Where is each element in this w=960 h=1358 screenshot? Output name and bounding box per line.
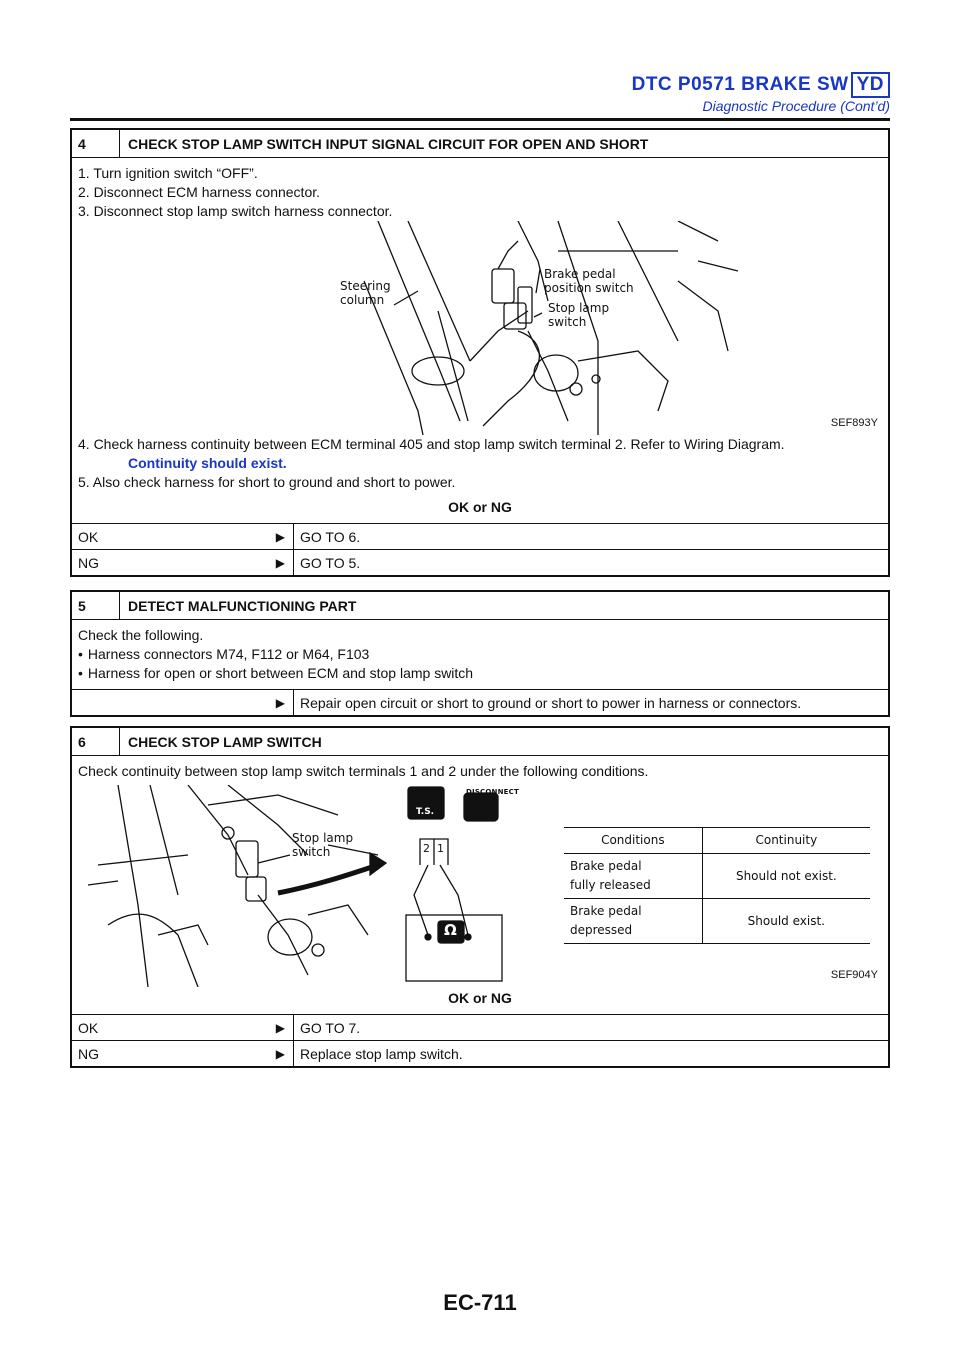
terminal-1-label: 1 — [437, 842, 444, 855]
column-header: Conditions — [564, 828, 702, 854]
result-label: NG — [78, 554, 99, 571]
result-label: OK — [78, 1019, 99, 1036]
step-4-title-row — [72, 130, 888, 157]
table-row — [564, 899, 870, 944]
result-row-ng — [72, 549, 888, 575]
steering-column-figure — [78, 221, 882, 435]
condition-cell: Brake pedal fully released — [564, 854, 702, 899]
section-title — [632, 72, 890, 98]
figure-code: SEF904Y — [830, 969, 878, 981]
step-6-body-row — [72, 755, 888, 1014]
stop-lamp-switch-label: Stop lamp switch — [292, 831, 354, 859]
step-4-box — [70, 128, 890, 577]
continuity-cell: Should exist. — [702, 899, 870, 944]
brake-pedal-switch-label: Brake pedal position switch — [544, 267, 634, 295]
header-rule — [70, 118, 890, 121]
result-action: Repair open circuit or short to ground or short to power in harness or connectors. — [300, 694, 802, 711]
section-subtitle: Diagnostic Procedure (Cont’d) — [702, 98, 890, 114]
step-5-title-row — [72, 592, 888, 619]
ok-or-ng-label: OK or NG — [448, 990, 512, 1006]
instruction-line: 2. Disconnect ECM harness connector. — [78, 184, 321, 200]
play-arrow-icon: ▶ — [275, 1046, 285, 1061]
step-title: CHECK STOP LAMP SWITCH — [128, 733, 322, 750]
disconnect-label: DISCONNECT — [466, 788, 519, 796]
ts-label: T.S. — [416, 807, 435, 817]
result-action: GO TO 5. — [300, 554, 361, 571]
step-4-body — [72, 158, 888, 523]
figure-code: SEF893Y — [830, 417, 878, 429]
result-row-ok — [72, 523, 888, 549]
stop-lamp-switch-figure — [78, 785, 882, 987]
step-6-box — [70, 726, 890, 1068]
step-6-title-row — [72, 728, 888, 755]
stop-lamp-switch-label: Stop lamp switch — [548, 301, 610, 329]
result-action: Replace stop lamp switch. — [300, 1045, 463, 1062]
result-row-ok — [72, 1014, 888, 1040]
instruction-line: 4. Check harness continuity between ECM terminal 405 and stop lamp switch terminal 2. Refer to Wiring Diagram. — [78, 436, 785, 452]
bullet-item: • Harness for open or short between ECM and stop lamp switch — [78, 664, 882, 683]
step-title: DETECT MALFUNCTIONING PART — [128, 597, 357, 614]
column-header: Continuity — [702, 828, 870, 854]
steering-column-label: Steering column — [340, 279, 391, 307]
step-title: CHECK STOP LAMP SWITCH INPUT SIGNAL CIRCUIT FOR OPEN AND SHORT — [128, 135, 649, 152]
title-text: DTC P0571 BRAKE SW — [631, 74, 849, 95]
conditions-table — [564, 827, 870, 944]
play-arrow-icon: ▶ — [275, 555, 285, 570]
instruction-line: Check continuity between stop lamp switch terminals 1 and 2 under the following conditions. — [78, 763, 649, 779]
instruction-line: 5. Also check harness for short to ground and short to power. — [78, 474, 456, 490]
condition-cell: Brake pedal depressed — [564, 899, 702, 944]
step-6-body — [72, 756, 888, 1014]
result-label: NG — [78, 1045, 99, 1062]
table-row — [564, 854, 870, 899]
engine-badge: YD — [851, 72, 890, 98]
continuity-note: Continuity should exist. — [128, 455, 287, 471]
step-4-body-row — [72, 157, 888, 523]
steering-column-illustration — [78, 221, 886, 435]
result-action: GO TO 6. — [300, 528, 361, 545]
table-header-row — [564, 828, 870, 854]
ok-or-ng-label: OK or NG — [448, 499, 512, 515]
terminal-2-label: 2 — [423, 842, 430, 855]
result-action: GO TO 7. — [300, 1019, 361, 1036]
result-row — [72, 689, 888, 715]
step-number: 6 — [72, 728, 120, 755]
step-5-body — [72, 620, 888, 689]
step-5-box — [70, 590, 890, 717]
instruction-line: Check the following. — [78, 627, 204, 643]
play-arrow-icon: ▶ — [275, 695, 285, 710]
step-number: 5 — [72, 592, 120, 619]
play-arrow-icon: ▶ — [275, 1020, 285, 1035]
ohm-icon: Ω — [444, 921, 457, 939]
instruction-line: 3. Disconnect stop lamp switch harness connector. — [78, 203, 393, 219]
result-label: OK — [78, 528, 99, 545]
play-arrow-icon: ▶ — [275, 529, 285, 544]
page-number: EC-711 — [443, 1290, 517, 1315]
instruction-line: 1. Turn ignition switch “OFF”. — [78, 165, 258, 181]
step-number: 4 — [72, 130, 120, 157]
result-row-ng — [72, 1040, 888, 1066]
continuity-cell: Should not exist. — [702, 854, 870, 899]
step-5-body-row — [72, 619, 888, 689]
page-header — [0, 0, 960, 120]
bullet-item: • Harness connectors M74, F112 or M64, F103 — [78, 645, 882, 664]
